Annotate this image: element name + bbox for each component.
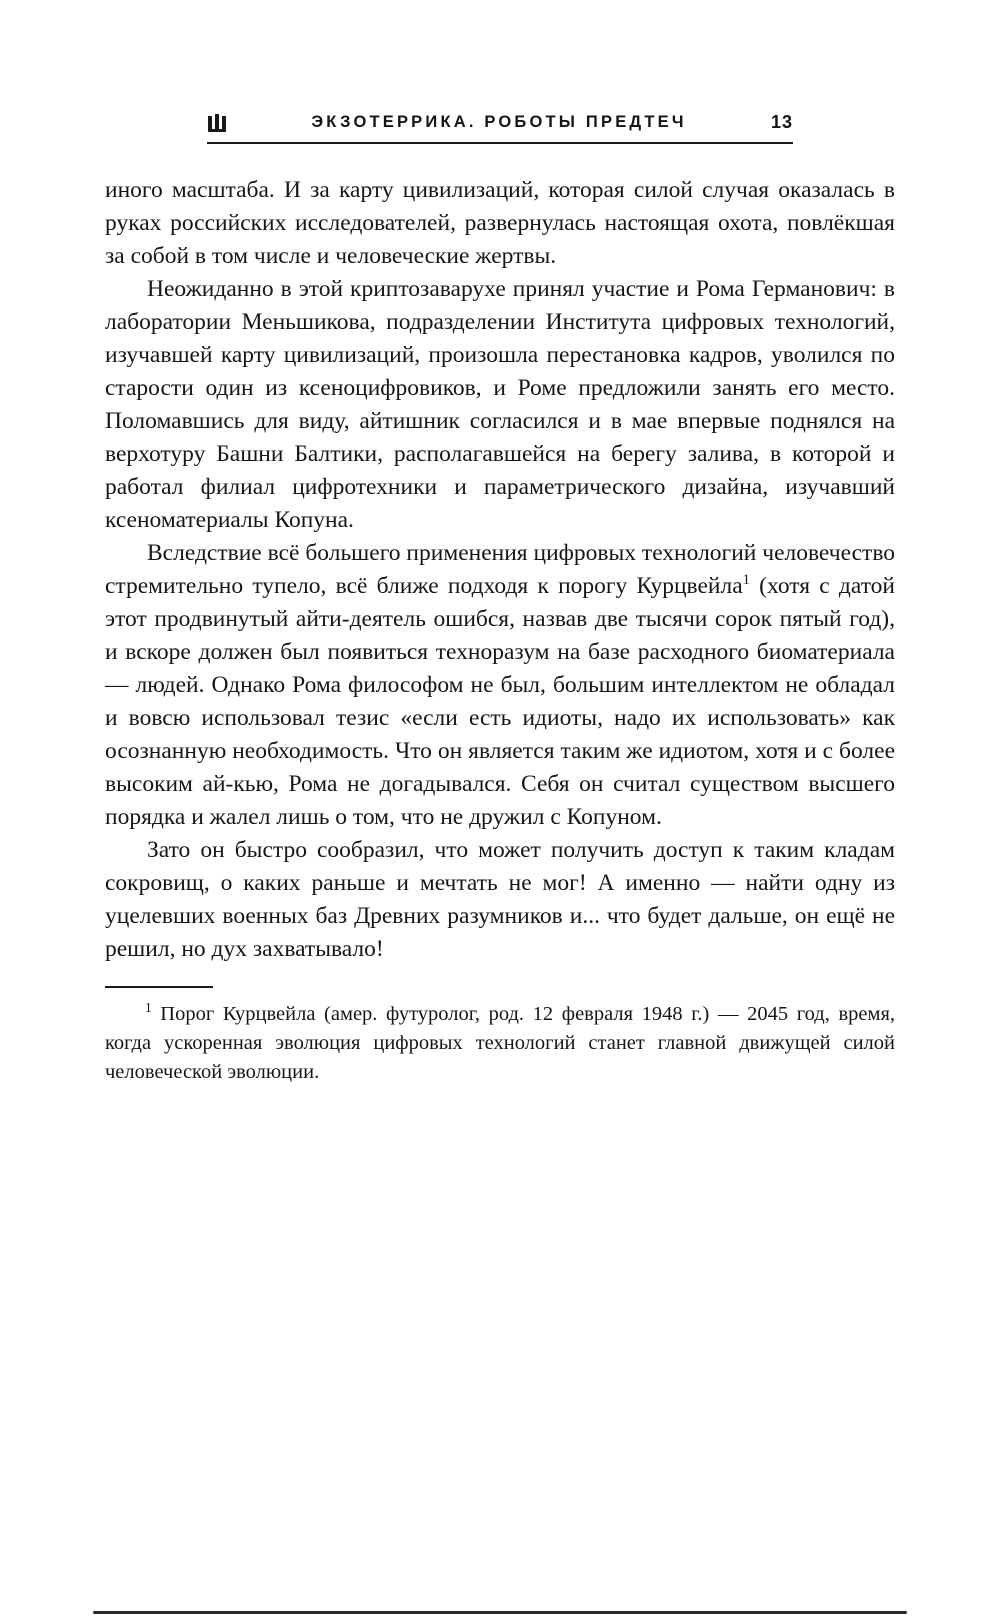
paragraph-text: иного масштаба. И за карту цивилизаций, которая силой случая оказалась в руках российских исследователей, развернулась настоящая охота, повлёкшая за собой в том числе и человеческие жертвы. bbox=[105, 177, 895, 269]
publisher-logo-icon bbox=[207, 114, 227, 132]
paragraph bbox=[105, 834, 895, 966]
page-header bbox=[207, 112, 793, 144]
paragraph bbox=[105, 537, 895, 834]
paragraph-text: Неожиданно в этой криптозаварухе принял участие и Рома Германович: в лаборатории Меньшикова, подразделении Института цифровых технологий, изучавшей карту цивилизаций, произошла перестановка кадров, уволился по старости один из ксеноцифровиков, и Роме предложили занять его место. Поломавшись для виду, айтишник согласился и в мае впервые поднялся на верхотуру Башни Балтики, располагавшейся на берегу залива, в которой и работал филиал цифротехники и параметрического дизайна, изучавший ксеноматериалы Копуна. bbox=[105, 276, 895, 533]
footnote-text: Порог Курцвейла (амер. футуролог, род. 12 февраля 1948 г.) — 2045 год, время, когда ускоренная эволюция цифровых технологий станет главной движущей силой человеческой эволюции. bbox=[105, 1003, 895, 1083]
footnote-reference-marker: 1 bbox=[742, 572, 750, 589]
footnote-marker: 1 bbox=[145, 1000, 152, 1016]
paragraph-text: Вследствие всё большего применения цифровых технологий человечество стремительно тупело, всё ближе подходя к порогу Курцвейла bbox=[105, 540, 895, 599]
page-number: 13 bbox=[770, 112, 793, 132]
page-bottom-edge bbox=[93, 1611, 907, 1614]
footnote bbox=[105, 1000, 895, 1087]
paragraph bbox=[105, 273, 895, 537]
paragraph bbox=[105, 174, 895, 273]
paragraph-text: (хотя с датой этот продвинутый айти-деятель ошибся, назвав две тысячи сорок пятый год), и вскоре должен был появиться техноразум на базе расходного биоматериала — людей. Однако Рома философом не был, большим интеллектом не обладал и вовсю использовал тезис «если есть идиоты, надо их использовать» как осознанную необходимость. Что он является таким же идиотом, хотя и с более высоким ай-кью, Рома не догадывался. Себя он считал существом высшего порядка и жалел лишь о том, что не дружил с Копуном. bbox=[105, 573, 895, 830]
running-title: ЭКЗОТЕРРИКА. РОБОТЫ ПРЕДТЕЧ bbox=[311, 113, 687, 131]
page-body bbox=[105, 174, 895, 966]
footnote-divider bbox=[105, 986, 213, 988]
paragraph-text: Зато он быстро сообразил, что может получить доступ к таким кладам сокровищ, о каких раньше и мечтать не мог! А именно — найти одну из уцелевших военных баз Древних разумников и... что будет дальше, он ещё не решил, но дух захватывало! bbox=[105, 837, 895, 962]
